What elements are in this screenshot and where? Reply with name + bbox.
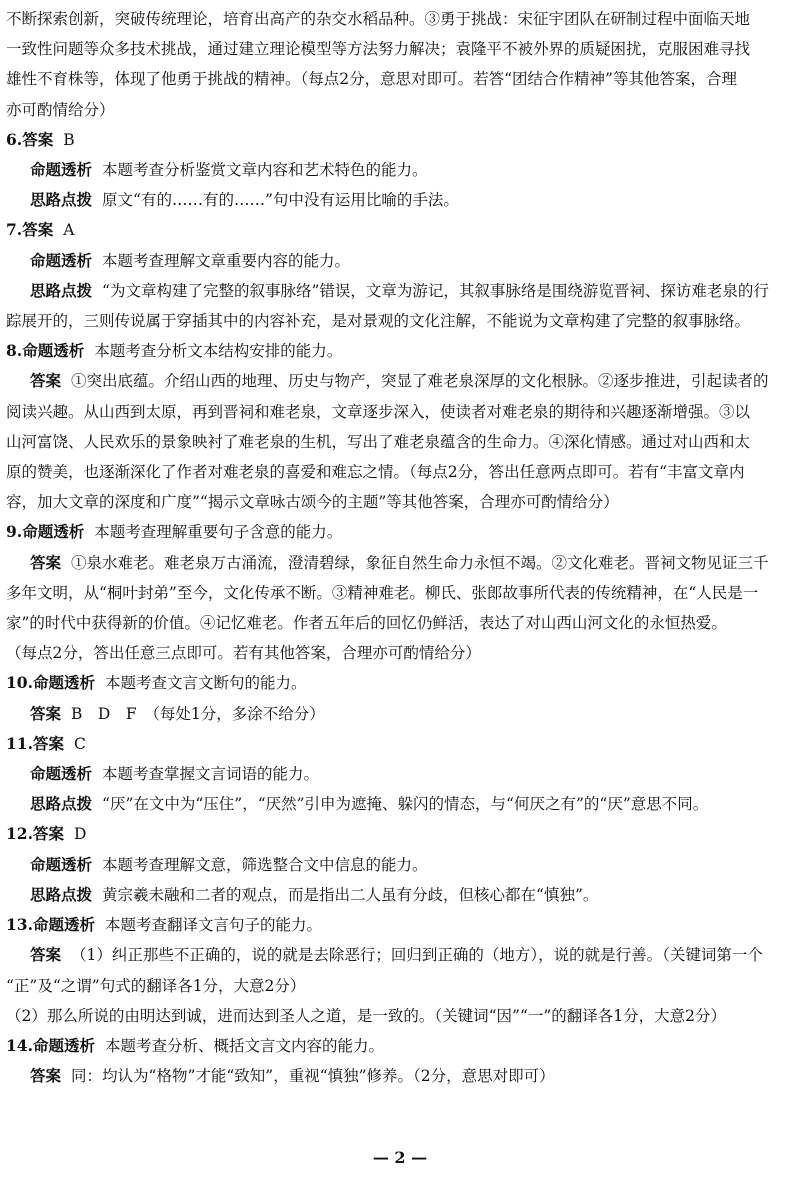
q13-number: 13. (6, 915, 33, 935)
q8-answer-line: ①突出底蕴。介绍山西的地理、历史与物产，突显了难老泉深厚的文化根脉。②逐步推进，引起读者的 (71, 372, 769, 391)
q6-mt-row (6, 155, 784, 185)
q8-answer-row (6, 366, 784, 396)
q7-sl-line: “为文章构建了完整的叙事脉络”错误，文章为游记，其叙事脉络是围绕游览晋祠、探访难老泉的行 (102, 281, 769, 300)
q11-answer: C (73, 734, 86, 753)
q12-sl: 黄宗羲未融和二者的观点，而是指出二人虽有分歧，但核心都在“慎独”。 (102, 885, 599, 904)
q12-answer-row (6, 819, 784, 849)
q10-mt: 本题考查文言文断句的能力。 (104, 674, 307, 693)
q8-number: 8. (6, 341, 23, 361)
sl-label: 思路点拨 (30, 884, 93, 904)
mt-label: 命题透析 (30, 250, 93, 270)
q10-number: 10. (6, 673, 33, 693)
answer-label: 答案 (30, 703, 62, 723)
q14-mt-row (6, 1031, 784, 1061)
answer-label: 答案 (22, 220, 54, 240)
q13-answer-line: （1）纠正那些不正确的，说的就是去除恶行；回归到正确的（地方），说的就是行善。（关键词第一个 (71, 946, 763, 965)
q10-answer: B D F （每处1分，多涂不给分） (71, 704, 325, 723)
q9-mt-row (6, 517, 784, 547)
carry-line: 亦可酌情给分） (6, 100, 115, 119)
q9-answer-line: （每点2分，答出任意三点即可。若有其他答案，合理亦可酌情给分） (6, 644, 481, 663)
q9-number: 9. (6, 522, 23, 542)
q13-answer-row (6, 940, 784, 970)
q7-mt-row (6, 246, 784, 276)
q8-answer-line: 阅读兴趣。从山西到太原，再到晋祠和难老泉，文章逐步深入，使读者对难老泉的期待和兴趣逐渐增强。③以 (6, 402, 751, 421)
q6-mt: 本题考查分析鉴赏文章内容和艺术特色的能力。 (102, 161, 428, 180)
answer-label: 答案 (32, 824, 64, 844)
answer-label: 答案 (22, 129, 54, 149)
q11-answer-row (6, 729, 784, 759)
answer-label: 答案 (30, 552, 62, 572)
q6-answer-row (6, 125, 784, 155)
answer-label: 答案 (30, 945, 62, 965)
q9-answer-line: 家”的时代中获得新的价值。④记忆难老。作者五年后的回忆仍鲜活，表达了对山西山河文化的永恒热爱。 (6, 614, 727, 633)
q13-mt-row (6, 910, 784, 940)
q6-number: 6. (6, 129, 23, 149)
mt-label: 命题透析 (32, 1035, 95, 1055)
q7-sl-row (6, 276, 784, 306)
q11-number: 11. (6, 733, 33, 753)
q12-mt: 本题考查理解文意，筛选整合文中信息的能力。 (102, 855, 428, 874)
q11-sl-row (6, 789, 784, 819)
q8-mt: 本题考查分析文本结构安排的能力。 (94, 342, 343, 361)
answer-label: 答案 (30, 1066, 62, 1086)
mt-label: 命题透析 (30, 764, 93, 784)
q14-mt: 本题考查分析、概括文言文内容的能力。 (104, 1036, 384, 1055)
q8-mt-row (6, 336, 784, 366)
q12-answer: D (73, 825, 87, 844)
carry-line: 雄性不育株等，体现了他勇于挑战的精神。（每点2分，意思对即可。若答“团结合作精神”等其他答案，合理 (6, 70, 737, 89)
q14-answer: 同：均认为“格物”才能“致知”，重视“慎独”修养。（2分，意思对即可） (71, 1067, 555, 1086)
q8-answer-line: 山河富饶、人民欢乐的景象映衬了难老泉的生机，写出了难老泉蕴含的生命力。④深化情感。通过对山西和太 (6, 432, 751, 451)
sl-label: 思路点拨 (30, 794, 93, 814)
q14-answer-row (6, 1061, 784, 1091)
q6-sl-row (6, 185, 784, 215)
q10-mt-row (6, 668, 784, 698)
carry-line: 一致性问题等众多技术挑战，通过建立理论模型等方法努力解决；袁隆平不被外界的质疑困扰，克服困难寻找 (6, 40, 751, 59)
answer-label: 答案 (30, 371, 62, 391)
q11-mt-row (6, 759, 784, 789)
q8-answer-line: 原的赞美，也逐渐深化了作者对难老泉的喜爱和难忘之情。（每点2分，答出任意两点即可。若有“丰富文章内 (6, 463, 745, 482)
q13-answer-line: “正”及“之谓”句式的翻译各1分，大意2分） (6, 976, 306, 995)
q6-answer: B (63, 130, 75, 149)
q10-answer-row (6, 699, 784, 729)
mt-label: 命题透析 (32, 673, 95, 693)
q13-mt: 本题考查翻译文言句子的能力。 (104, 916, 322, 935)
q9-mt: 本题考查理解重要句子含意的能力。 (94, 523, 343, 542)
sl-label: 思路点拨 (30, 280, 93, 300)
q9-answer-line: 多年文明，从“桐叶封弟”至今，文化传承不断。③精神难老。柳氏、张郎故事所代表的传统精神，在“人民是一 (6, 583, 759, 602)
q14-number: 14. (6, 1035, 33, 1055)
q7-answer: A (63, 221, 75, 240)
q7-answer-row (6, 215, 784, 245)
q8-answer-line: 容，加大文章的深度和广度”“揭示文章咏古颂今的主题”等其他答案，合理亦可酌情给分） (6, 493, 619, 512)
q12-mt-row (6, 850, 784, 880)
q12-number: 12. (6, 824, 33, 844)
carry-line: 不断探索创新，突破传统理论，培育出高产的杂交水稻品种。③勇于挑战：宋征宇团队在研制过程中面临天地 (6, 10, 751, 28)
q11-sl: “厌”在文中为“压住”，“厌然”引申为遮掩、躲闪的情态，与“何厌之有”的“厌”意思不同。 (102, 795, 709, 814)
q7-sl-line: 踪展开的，三则传说属于穿插其中的内容补充，是对景观的文化注解，不能说为文章构建了完整的叙事脉络。 (6, 312, 751, 331)
mt-label: 命题透析 (22, 522, 85, 542)
q13-answer-line: （2）那么所说的由明达到诚，进而达到圣人之道，是一致的。（关键词“因”“一”的翻译各1分，大意2分） (6, 1006, 727, 1025)
mt-label: 命题透析 (30, 160, 93, 180)
q9-answer-line: ①泉水难老。难老泉万古涌流，澄清碧绿，象征自然生命力永恒不竭。②文化难老。晋祠文物见证三千 (71, 553, 769, 572)
answer-label: 答案 (32, 733, 64, 753)
q12-sl-row (6, 880, 784, 910)
q6-sl: 原文“有的……有的……”句中没有运用比喻的手法。 (102, 191, 459, 210)
q9-answer-row (6, 548, 784, 578)
page-number: — 2 — (372, 1148, 428, 1167)
sl-label: 思路点拨 (30, 190, 93, 210)
mt-label: 命题透析 (30, 854, 93, 874)
mt-label: 命题透析 (32, 915, 95, 935)
q7-number: 7. (6, 220, 23, 240)
q11-mt: 本题考查掌握文言词语的能力。 (102, 765, 320, 784)
mt-label: 命题透析 (22, 341, 85, 361)
q7-mt: 本题考查理解文章重要内容的能力。 (102, 251, 351, 270)
